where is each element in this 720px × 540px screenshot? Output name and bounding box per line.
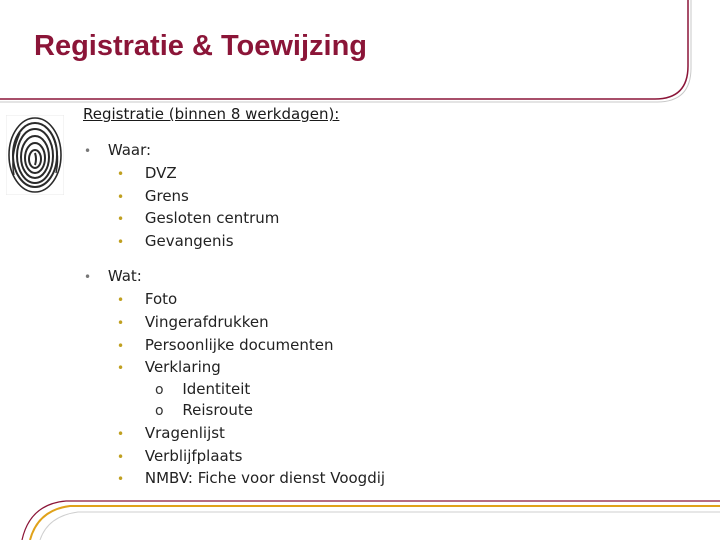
list-item-label: NMBV: Fiche voor dienst Voogdij: [144, 469, 386, 487]
list-item: [117, 335, 334, 356]
bullet-icon: •: [117, 167, 125, 181]
bullet-icon: •: [117, 212, 125, 226]
list-item-label: Verklaring: [144, 358, 221, 376]
bullet-icon: o: [155, 403, 164, 419]
list-item: [117, 208, 279, 229]
list-item: [117, 163, 177, 184]
bullet-icon: o: [155, 382, 164, 398]
list-item-label: DVZ: [144, 164, 177, 182]
list-item: [117, 312, 269, 333]
list-item: [117, 186, 189, 207]
bullet-icon: •: [117, 450, 125, 464]
bullet-icon: •: [117, 235, 125, 249]
list-item-label: Foto: [144, 290, 178, 308]
bullet-icon: •: [117, 316, 125, 330]
bullet-icon: •: [84, 144, 92, 158]
list-item-label: Persoonlijke documenten: [144, 336, 334, 354]
bullet-icon: •: [117, 472, 125, 486]
list-item-label: Vingerafdrukken: [144, 313, 269, 331]
sub-list-item: [155, 379, 250, 400]
list-item-label: Gesloten centrum: [144, 209, 280, 227]
list-item-wat: [84, 266, 142, 287]
list-item-label: Identiteit: [182, 380, 251, 398]
bullet-icon: •: [117, 361, 125, 375]
list-item-label: Vragenlijst: [144, 424, 225, 442]
section-heading: Registratie (binnen 8 werkdagen):: [83, 105, 340, 123]
bullet-icon: •: [84, 270, 92, 284]
bullet-icon: •: [117, 190, 125, 204]
list-item: [117, 468, 385, 489]
sub-list-item: [155, 400, 253, 421]
list-item-label: Waar:: [107, 141, 152, 159]
list-item: [117, 289, 177, 310]
list-item: [117, 446, 242, 467]
list-item-label: Reisroute: [182, 401, 253, 419]
list-item: [117, 231, 234, 252]
slide-title: Registratie & Toewijzing: [34, 30, 368, 62]
list-item-label: Grens: [144, 187, 189, 205]
list-item-label: Verblijfplaats: [144, 447, 243, 465]
list-item: [117, 423, 225, 444]
bullet-icon: •: [117, 339, 125, 353]
bullet-icon: •: [117, 427, 125, 441]
list-item-label: Wat:: [107, 267, 142, 285]
list-item-label: Gevangenis: [144, 232, 234, 250]
list-item: [117, 357, 221, 378]
list-item-waar: [84, 140, 151, 161]
bullet-icon: •: [117, 293, 125, 307]
